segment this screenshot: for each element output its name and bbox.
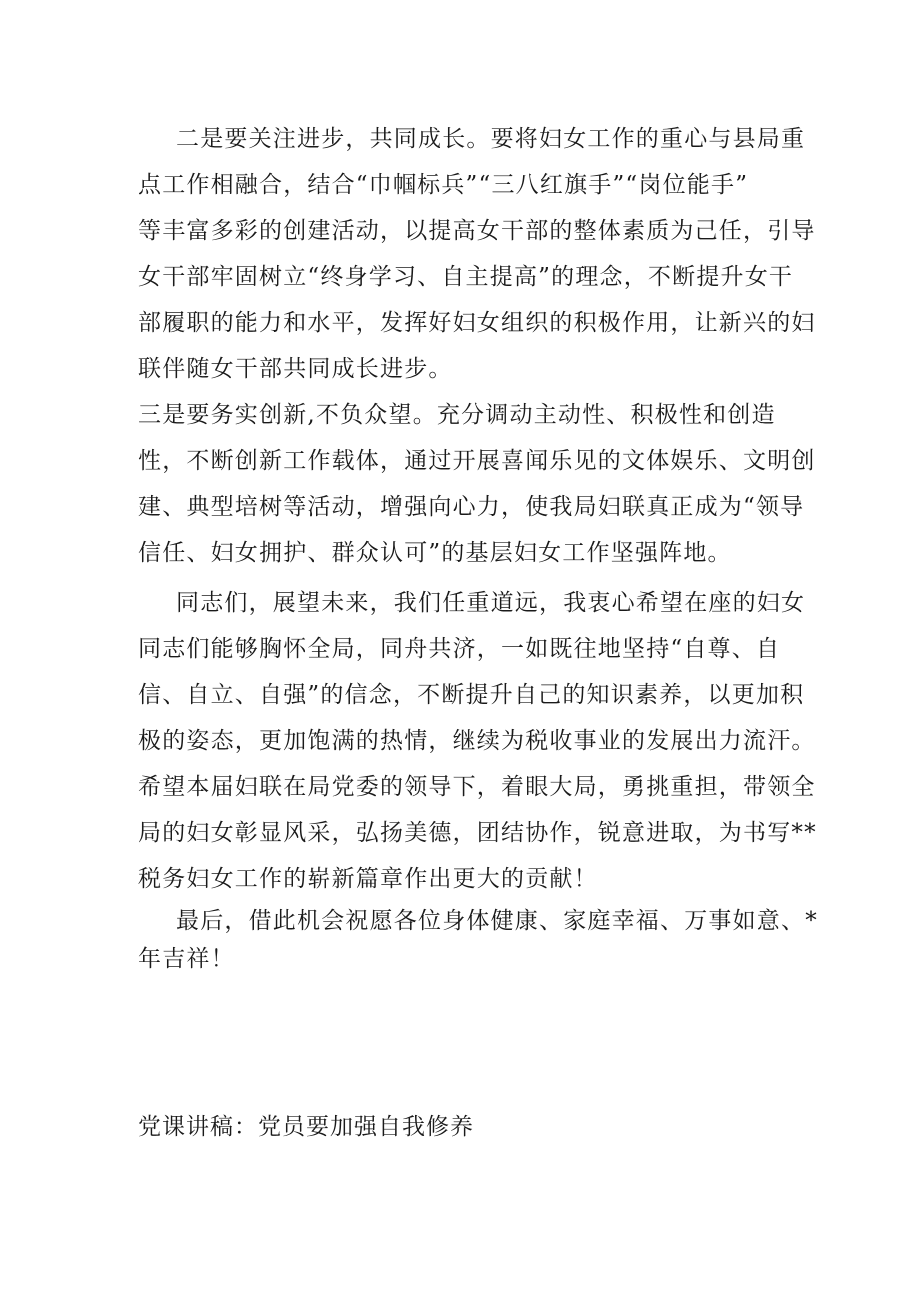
paragraph-2-line-3: 等丰富多彩的创建活动，以提高女干部的整体素质为己任，引导: [138, 218, 816, 244]
paragraph-4-line-3: 信、自立、自强”的信念，不断提升自己的知识素养，以更加积: [138, 682, 805, 708]
paragraph-2-line-4: 女干部牢固树立“终身学习、自主提高”的理念，不断提升女干: [138, 264, 794, 290]
paragraph-5-line-1: 最后，借此机会祝愿各位身体健康、家庭幸福、万事如意、*: [176, 908, 818, 934]
next-section-title: 党课讲稿：党员要加强自我修养: [138, 1114, 474, 1140]
paragraph-2-line-1: 二是要关注进步，共同成长。要将妇女工作的重心与县局重: [176, 126, 806, 152]
paragraph-2-line-5: 部履职的能力和水平，发挥好妇女组织的积极作用，让新兴的妇: [138, 310, 816, 336]
paragraph-4-line-6: 局的妇女彰显风采，弘扬美德，团结协作，锐意进取，为书写**: [138, 820, 817, 846]
paragraph-2-line-2: 点工作相融合，结合“巾帼标兵”“三八红旗手”“岗位能手”: [138, 172, 749, 198]
paragraph-4-line-2: 同志们能够胸怀全局，同舟共济，一如既往地坚持“自尊、自: [138, 636, 781, 662]
paragraph-4-line-4: 极的姿态，更加饱满的热情，继续为税收事业的发展出力流汗。: [138, 728, 816, 754]
paragraph-4-line-1: 同志们，展望未来，我们任重道远，我衷心希望在座的妇女: [176, 590, 806, 616]
paragraph-3-line-1: 三是要务实创新,不负众望。充分调动主动性、积极性和创造: [138, 402, 776, 428]
paragraph-4-line-5: 希望本届妇联在局党委的领导下，着眼大局，勇挑重担，带领全: [138, 774, 816, 800]
paragraph-5-line-2: 年吉祥！: [138, 946, 235, 972]
paragraph-3-line-2: 性，不断创新工作载体，通过开展喜闻乐见的文体娱乐、文明创: [138, 448, 816, 474]
paragraph-2-line-6: 联伴随女干部共同成长进步。: [138, 356, 453, 382]
paragraph-4-line-7: 税务妇女工作的崭新篇章作出更大的贡献！: [138, 866, 598, 892]
paragraph-3-line-3: 建、典型培树等活动，增强向心力，使我局妇联真正成为“领导: [138, 494, 805, 520]
paragraph-3-line-4: 信任、妇女拥护、群众认可”的基层妇女工作坚强阵地。: [138, 540, 732, 566]
